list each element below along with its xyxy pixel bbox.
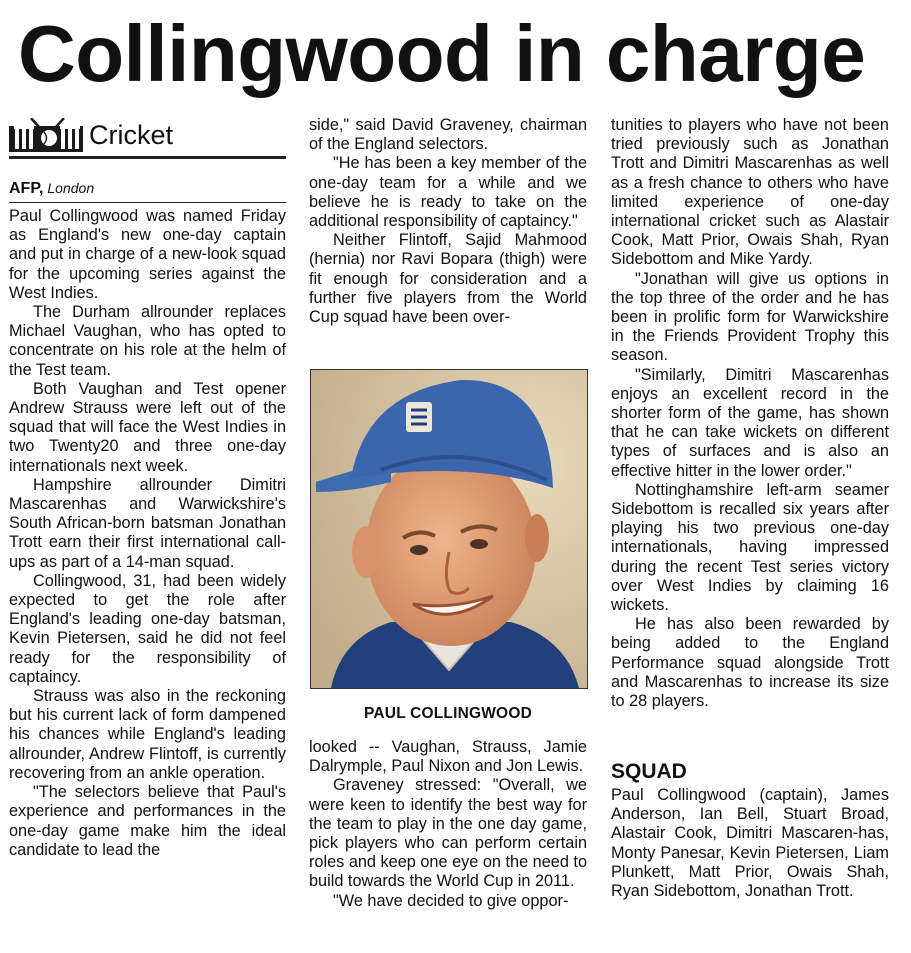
article-column-2-bottom: [309, 738, 587, 911]
paragraph: Collingwood, 31, had been widely expected to get the role after England's leading one-day batsman, Kevin Pietersen, said he did not feel ready for the responsibility of captaincy.: [9, 571, 286, 686]
paragraph: Strauss was also in the reckoning but his current lack of form dampened his chances while England's leading allrounder, Andrew Flintoff, is currently recovering from an ankle operation.: [9, 687, 286, 782]
section-label: Cricket: [89, 120, 174, 150]
photo-caption: PAUL COLLINGWOOD: [364, 705, 532, 722]
player-photo: [310, 369, 588, 689]
dateline-city: London: [47, 180, 95, 196]
headline: Collingwood in charge: [18, 9, 866, 98]
paragraph: Both Vaughan and Test opener Andrew Strauss were left out of the squad that will face the West Indies in two Twenty20 and three one-day internationals next week.: [9, 379, 286, 475]
paragraph: "Jonathan will give us options in the top three of the order and he has been in prolific form for Warwickshire in the Friends Provident Trophy this season.: [611, 269, 889, 365]
paragraph: Nottinghamshire left-arm seamer Sidebottom is recalled six years after playing his two previous one-day internationals, having impressed during the recent Test series victory over West Indies by claiming 16 wickets.: [611, 480, 889, 615]
paragraph: Neither Flintoff, Sajid Mahmood (hernia) nor Ravi Bopara (thigh) were fit enough for consideration and a further five players from the World Cup squad have been over-: [309, 231, 587, 327]
player-portrait: [311, 370, 587, 688]
paragraph: "Similarly, Dimitri Mascarenhas enjoys an excellent record in the shorter form of the game, has shown that he can take wickets on different types of surfaces and is also an effective hitter in the lower order.": [611, 365, 889, 480]
cricket-stumps-icon: [9, 118, 83, 152]
article-column-3: [611, 116, 889, 711]
paragraph: looked -- Vaughan, Strauss, Jamie Dalrymple, Paul Nixon and Jon Lewis.: [309, 738, 587, 776]
article-column-1: [9, 207, 286, 860]
section-rubric: [9, 114, 286, 159]
squad-list: [611, 786, 889, 901]
paragraph: tunities to players who have not been tried previously such as Jonathan Trott and Dimitri Mascarenhas as well as a fresh chance to others who have limited experience of one-day international cricket such as Alastair Cook, Matt Prior, Owais Shah, Ryan Sidebottom and Mike Yardy.: [611, 116, 889, 269]
dateline: [9, 178, 286, 203]
dateline-source: AFP,: [9, 180, 44, 197]
paragraph: The Durham allrounder replaces Michael Vaughan, who has opted to concentrate on his role at the helm of the Test team.: [9, 303, 286, 379]
article-column-2-top: [309, 116, 587, 327]
paragraph: "We have decided to give oppor-: [333, 891, 569, 910]
paragraph: He has also been rewarded by being added to the England Performance squad alongside Trott and Mascarenhas to increase its size to 28 players.: [611, 615, 889, 711]
paragraph: Paul Collingwood was named Friday as England's new one-day captain and put in charge of a new-look squad for the upcoming series against the West Indies.: [9, 207, 286, 302]
paragraph: Hampshire allrounder Dimitri Mascarenhas and Warwickshire's South African-born batsman Jonathan Trott earn their first international call-ups as part of a 14-man squad.: [9, 475, 286, 571]
paragraph: "He has been a key member of the one-day team for a while and we believe he is ready to take on the additional responsibility of captaincy.": [309, 154, 587, 231]
paragraph: Graveney stressed: "Overall, we were keen to identify the best way for the team to play in the one day game, pick players who can perform certain roles and keep one eye on the need to build towards the World Cup in 2011.: [309, 776, 587, 891]
paragraph: "The selectors believe that Paul's experience and performances in the one-day game make him the ideal candidate to lead the: [9, 783, 286, 859]
paragraph: side," said David Graveney, chairman of the England selectors.: [309, 116, 587, 154]
squad-text: Paul Collingwood (captain), James Anderson, Ian Bell, Stuart Broad, Alastair Cook, Dimitri Mascaren-has, Monty Panesar, Kevin Pietersen, Liam Plunkett, Matt Prior, Owais Shah, Ryan Sidebottom, Jonathan Trott.: [611, 786, 889, 901]
squad-heading: SQUAD: [611, 760, 687, 783]
